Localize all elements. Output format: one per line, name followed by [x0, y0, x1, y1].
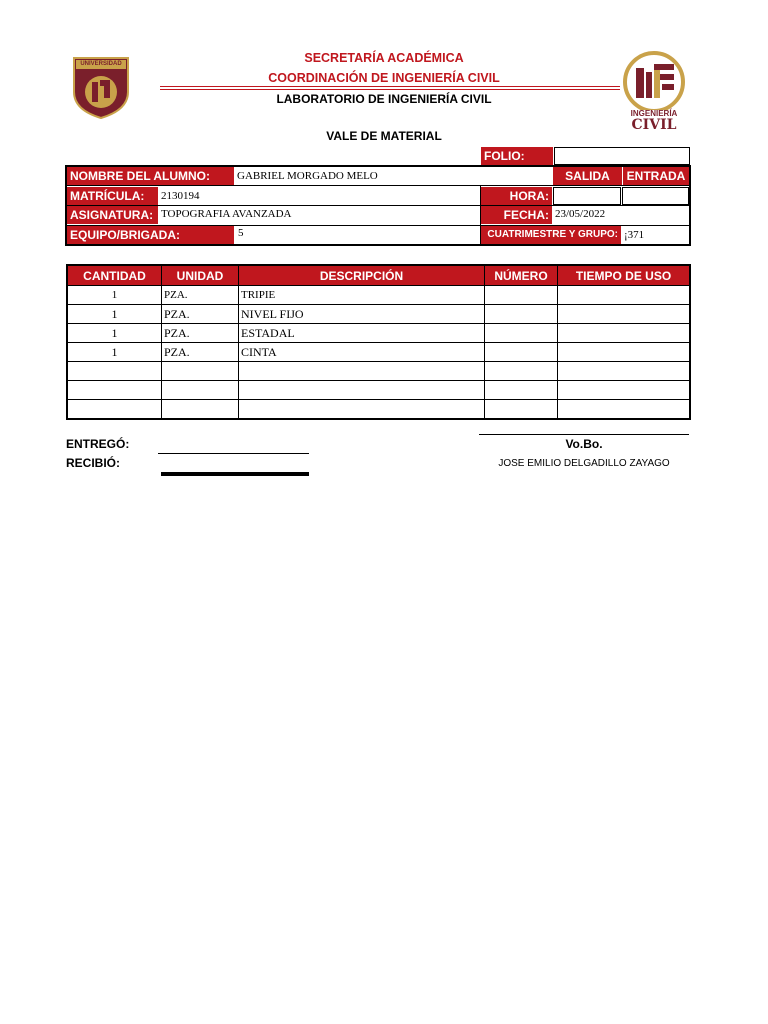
- grid-line: [67, 185, 689, 186]
- cell-tiempo[interactable]: [558, 324, 691, 343]
- table-row: [67, 305, 690, 324]
- header-rule-1: [160, 86, 620, 87]
- header-line-2: COORDINACIÓN DE INGENIERÍA CIVIL: [268, 71, 500, 85]
- entrada-checkbox[interactable]: [622, 187, 689, 205]
- cell-tiempo[interactable]: [558, 381, 691, 400]
- entrego-label: ENTREGÓ:: [66, 437, 130, 451]
- cell-tiempo[interactable]: [558, 400, 691, 420]
- col-header-descripcion: DESCRIPCIÓN: [239, 265, 485, 286]
- vobo-signature-line[interactable]: [479, 434, 689, 435]
- cell-unidad[interactable]: [162, 362, 239, 381]
- cell-tiempo[interactable]: [558, 343, 691, 362]
- student-name-label: NOMBRE DEL ALUMNO:: [67, 167, 234, 185]
- col-header-tiempo: TIEMPO DE USO: [558, 265, 691, 286]
- logo-seal-text: UNIVERSIDAD: [80, 61, 122, 67]
- cell-descripcion[interactable]: NIVEL FIJO: [239, 305, 485, 324]
- table-row: [67, 343, 690, 362]
- cell-unidad[interactable]: PZA.: [162, 343, 239, 362]
- col-header-cantidad: CANTIDAD: [67, 265, 162, 286]
- table-row: [67, 381, 690, 400]
- salida-checkbox[interactable]: [553, 187, 621, 205]
- cell-descripcion[interactable]: CINTA: [239, 343, 485, 362]
- cell-unidad[interactable]: [162, 381, 239, 400]
- header-line-3: LABORATORIO DE INGENIERÍA CIVIL: [276, 92, 492, 106]
- recibio-signature-line[interactable]: [161, 472, 309, 476]
- cell-tiempo[interactable]: [558, 362, 691, 381]
- cell-cantidad[interactable]: 1: [67, 286, 162, 305]
- cell-tiempo[interactable]: [558, 286, 691, 305]
- cell-numero[interactable]: [485, 343, 558, 362]
- table-row: [67, 400, 690, 420]
- hora-label: HORA:: [481, 187, 552, 205]
- cell-tiempo[interactable]: [558, 305, 691, 324]
- entrada-label: ENTRADA: [623, 167, 689, 185]
- header-rule-2: [160, 89, 620, 90]
- cell-cantidad[interactable]: [67, 400, 162, 420]
- asignatura-label: ASIGNATURA:: [67, 206, 158, 224]
- table-row: [67, 324, 690, 343]
- student-name-field[interactable]: GABRIEL MORGADO MELO: [235, 167, 552, 185]
- table-row: [67, 286, 690, 305]
- page-title: VALE DE MATERIAL: [326, 129, 442, 143]
- materials-table: [66, 264, 691, 420]
- table-row: [67, 362, 690, 381]
- matricula-field[interactable]: 2130194: [159, 187, 480, 205]
- header-line-1: SECRETARÍA ACADÉMICA: [304, 51, 464, 65]
- table-header-row: [67, 265, 690, 286]
- cell-numero[interactable]: [485, 381, 558, 400]
- col-header-numero: NÚMERO: [485, 265, 558, 286]
- grid-line: [67, 225, 689, 226]
- matricula-label: MATRÍCULA:: [67, 187, 158, 205]
- cell-unidad[interactable]: [162, 400, 239, 420]
- cuatrimestre-field[interactable]: ¡371: [622, 226, 689, 244]
- cell-unidad[interactable]: PZA.: [162, 324, 239, 343]
- cell-numero[interactable]: [485, 362, 558, 381]
- folio-label: FOLIO:: [481, 147, 553, 165]
- cell-descripcion[interactable]: [239, 362, 485, 381]
- grid-line: [480, 185, 481, 244]
- fecha-label: FECHA:: [481, 206, 552, 224]
- fecha-field[interactable]: 23/05/2022: [553, 206, 689, 224]
- equipo-label: EQUIPO/BRIGADA:: [67, 226, 234, 244]
- cell-cantidad[interactable]: 1: [67, 343, 162, 362]
- cell-descripcion[interactable]: TRIPIE: [239, 286, 485, 305]
- cell-unidad[interactable]: PZA.: [162, 286, 239, 305]
- asignatura-field[interactable]: TOPOGRAFIA AVANZADA: [159, 206, 480, 224]
- cell-descripcion[interactable]: [239, 381, 485, 400]
- cell-cantidad[interactable]: 1: [67, 305, 162, 324]
- cell-cantidad[interactable]: [67, 362, 162, 381]
- cell-cantidad[interactable]: 1: [67, 324, 162, 343]
- entrego-signature-line[interactable]: [158, 453, 309, 454]
- logo-civil-line1: INGENIERÍA: [630, 109, 678, 118]
- cell-numero[interactable]: [485, 324, 558, 343]
- col-header-unidad: UNIDAD: [162, 265, 239, 286]
- vobo-label: Vo.Bo.: [565, 437, 603, 451]
- cell-numero[interactable]: [485, 286, 558, 305]
- cell-unidad[interactable]: PZA.: [162, 305, 239, 324]
- cuatrimestre-label: CUATRIMESTRE Y GRUPO:: [481, 226, 621, 244]
- cell-numero[interactable]: [485, 305, 558, 324]
- folio-field[interactable]: [554, 147, 690, 165]
- equipo-field[interactable]: 5: [235, 226, 480, 244]
- cell-descripcion[interactable]: [239, 400, 485, 420]
- salida-label: SALIDA: [553, 167, 622, 185]
- logo-civil-line2: CIVIL: [631, 117, 677, 133]
- cell-descripcion[interactable]: ESTADAL: [239, 324, 485, 343]
- cell-numero[interactable]: [485, 400, 558, 420]
- recibio-label: RECIBIÓ:: [66, 456, 120, 470]
- vobo-name: JOSE EMILIO DELGADILLO ZAYAGO: [498, 458, 670, 469]
- grid-line: [67, 205, 689, 206]
- cell-cantidad[interactable]: [67, 381, 162, 400]
